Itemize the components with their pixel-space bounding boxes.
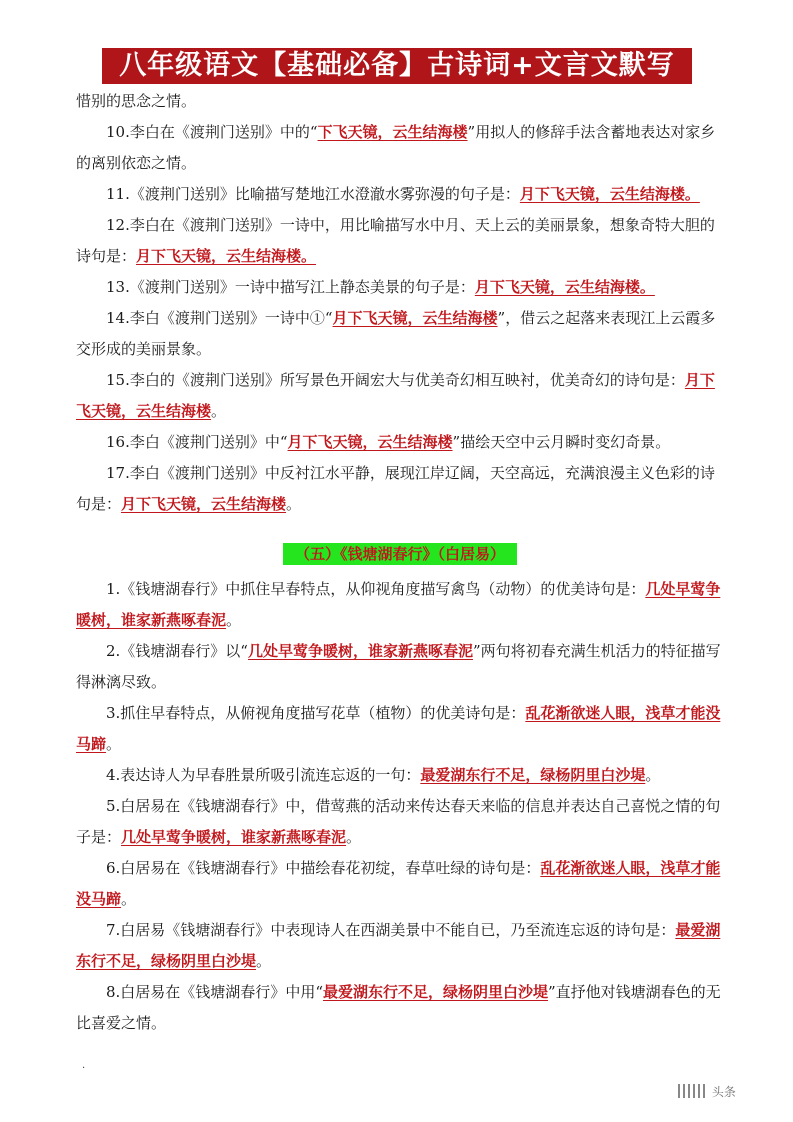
question-tail-text: 。 <box>645 766 661 784</box>
question-tail-text: ”两句将初春充满生机活力的特征描写得淋漓尽致。 <box>76 642 721 691</box>
question-tail-text: ”描绘天空中云月瞬时变幻奇景。 <box>452 433 671 451</box>
question-text: 2.《钱塘湖春行》以“ <box>106 642 248 660</box>
question-text: 16.李白《渡荆门送别》中“ <box>106 433 288 451</box>
question-text: 10.李白在《渡荆门送别》中的“ <box>106 123 318 141</box>
question-tail-text: 。 <box>106 735 122 753</box>
question-text: 13.《渡荆门送别》一诗中描写江上静态美景的句子是： <box>106 278 475 296</box>
answer-text: 月下飞天镜，云生结海楼。 <box>474 278 655 296</box>
answer-text: 几处早莺争暖树，谁家新燕啄春泥 <box>76 580 721 629</box>
question-text: 1.《钱塘湖春行》中抓住早春特点，从仰视角度描写禽鸟（动物）的优美诗句是： <box>106 580 646 598</box>
qa-item <box>76 365 724 427</box>
section-heading: （五）《钱塘湖春行》（白居易） <box>283 543 517 565</box>
question-text: 4.表达诗人为早春胜景所吸引流连忘返的一句： <box>106 766 421 784</box>
question-tail-text: ”用拟人的修辞手法含蓄地表达对家乡的离别依恋之情。 <box>76 123 716 172</box>
question-tail-text: 。 <box>226 611 242 629</box>
answer-text: 月下飞天镜，云生结海楼 <box>287 433 453 451</box>
qa-item <box>76 179 724 210</box>
qa-item <box>76 698 724 760</box>
page-title-banner: 八年级语文【基础必备】古诗词+文言文默写 <box>102 48 692 84</box>
answer-text: 最爱湖东行不足，绿杨阴里白沙堤 <box>322 983 548 1001</box>
answer-text: 月下飞天镜，云生结海楼 <box>76 371 715 420</box>
qa-item <box>76 636 724 698</box>
question-text: 14.李白《渡荆门送别》一诗中①“ <box>106 309 333 327</box>
qa-item <box>76 977 724 1039</box>
barcode-icon <box>678 1084 708 1101</box>
qa-item <box>76 458 724 520</box>
qa-item <box>76 86 724 117</box>
answer-text: 月下飞天镜，云生结海楼 <box>121 495 287 513</box>
question-tail-text: 。 <box>211 402 227 420</box>
answer-text: 乱花渐欲迷人眼，浅草才能没马蹄 <box>76 704 721 753</box>
answer-text: 最爱湖东行不足，绿杨阴里白沙堤 <box>420 766 646 784</box>
question-text: 5.白居易在《钱塘湖春行》中，借莺燕的活动来传达春天来临的信息并表达自己喜悦之情的句子是： <box>76 797 721 846</box>
qa-item <box>76 210 724 272</box>
qa-item <box>76 117 724 179</box>
qa-item <box>76 303 724 365</box>
question-tail-text: 。 <box>286 495 302 513</box>
qa-item <box>76 791 724 853</box>
qa-item <box>76 574 724 636</box>
answer-text: 月下飞天镜，云生结海楼。 <box>136 247 317 265</box>
watermark-text: 头条 <box>711 1085 736 1099</box>
question-text: 8.白居易在《钱塘湖春行》中用“ <box>106 983 323 1001</box>
question-tail-text: 。 <box>121 890 137 908</box>
answer-text: 最爱湖东行不足，绿杨阴里白沙堤 <box>76 921 721 970</box>
qa-item <box>76 272 724 303</box>
question-text: 6.白居易在《钱塘湖春行》中描绘春花初绽，春草吐绿的诗句是： <box>106 859 541 877</box>
question-text: 7.白居易《钱塘湖春行》中表现诗人在西湖美景中不能自已，乃至流连忘返的诗句是： <box>106 921 676 939</box>
watermark <box>678 1083 778 1105</box>
answer-text: 月下飞天镜，云生结海楼。 <box>519 185 700 203</box>
qa-item <box>76 915 724 977</box>
answer-text: 几处早莺争暖树，谁家新燕啄春泥 <box>121 828 347 846</box>
answer-text: 月下飞天镜，云生结海楼 <box>332 309 498 327</box>
footer-dot: . <box>82 1060 86 1071</box>
question-text: 惜别的思念之情。 <box>76 92 197 110</box>
qa-list-qiantanghu <box>76 574 724 1039</box>
section-heading-wrap <box>76 543 724 565</box>
document-body <box>76 86 724 1039</box>
answer-text: 乱花渐欲迷人眼，浅草才能没马蹄 <box>76 859 721 908</box>
question-text: 12.李白在《渡荆门送别》一诗中，用比喻描写水中月、天上云的美丽景象，想象奇特大胆的诗句是： <box>76 216 715 265</box>
question-tail-text: ”，借云之起落来表现江上云霞多交形成的美丽景象。 <box>76 309 716 358</box>
question-tail-text: 。 <box>256 952 272 970</box>
question-text: 15.李白的《渡荆门送别》所写景色开阔宏大与优美奇幻相互映衬，优美奇幻的诗句是： <box>106 371 685 389</box>
answer-text: 下飞天镜，云生结海楼 <box>317 123 468 141</box>
qa-item <box>76 760 724 791</box>
qa-item <box>76 853 724 915</box>
question-text: 3.抓住早春特点，从俯视角度描写花草（植物）的优美诗句是： <box>106 704 526 722</box>
answer-text: 几处早莺争暖树，谁家新燕啄春泥 <box>247 642 473 660</box>
question-text: 11.《渡荆门送别》比喻描写楚地江水澄澈水雾弥漫的句子是： <box>106 185 520 203</box>
qa-item <box>76 427 724 458</box>
qa-list-dujingmen <box>76 86 724 520</box>
question-tail-text: 。 <box>346 828 362 846</box>
question-tail-text: ”直抒他对钱塘湖春色的无比喜爱之情。 <box>76 983 721 1032</box>
question-text: 17.李白《渡荆门送别》中反衬江水平静，展现江岸辽阔，天空高远，充满浪漫主义色彩的诗句是： <box>76 464 715 513</box>
